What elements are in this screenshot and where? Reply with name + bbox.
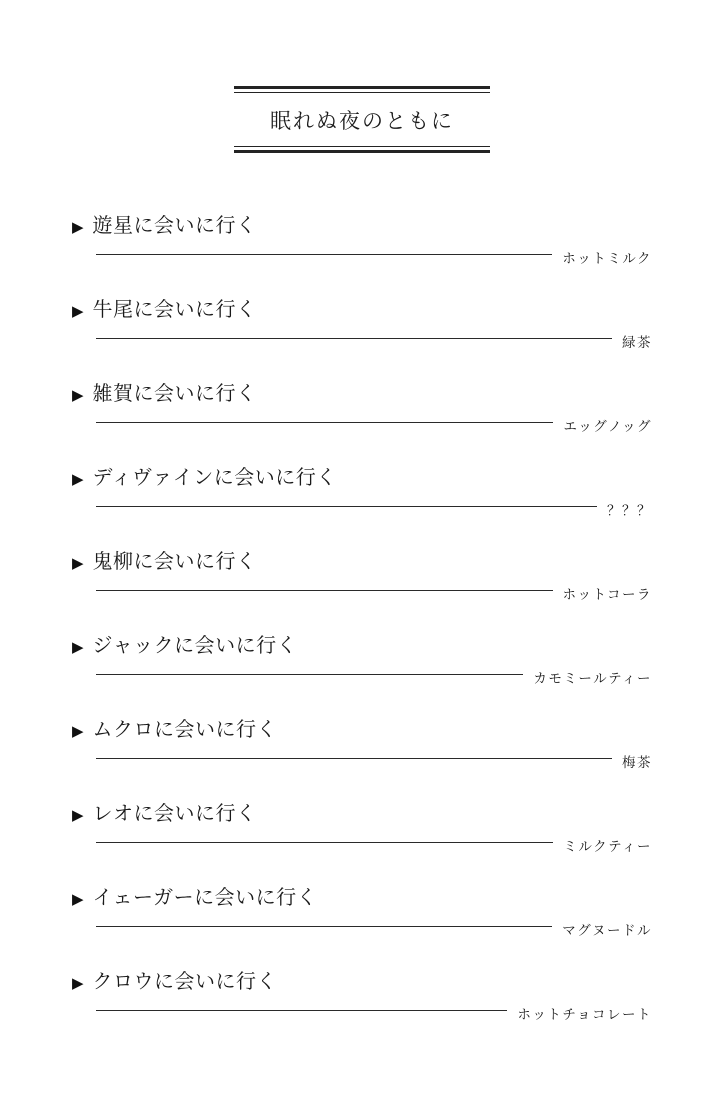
leader-rule: [96, 842, 553, 843]
entry-label: レオに会いに行く: [92, 801, 257, 825]
triangle-right-icon: ▶: [72, 638, 84, 656]
triangle-right-icon: ▶: [72, 974, 84, 992]
entry-answer-row: [72, 751, 652, 771]
entry-answer: 緑茶: [622, 335, 652, 351]
entry-answer-row: [72, 667, 652, 687]
entry-header: [72, 545, 652, 574]
list-item: [72, 713, 652, 771]
list-item: [72, 209, 652, 267]
leader-rule: [96, 758, 612, 759]
entry-header: [72, 881, 652, 910]
title-rule-bottom: [234, 146, 490, 153]
leader-rule: [96, 590, 553, 591]
triangle-right-icon: ▶: [72, 218, 84, 236]
entry-label: 雑賀に会いに行く: [92, 381, 257, 405]
entry-label: ムクロに会いに行く: [92, 717, 278, 741]
entry-answer: 梅茶: [622, 755, 652, 771]
list-item: [72, 965, 652, 1023]
triangle-right-icon: ▶: [72, 806, 84, 824]
entry-header: [72, 965, 652, 994]
triangle-right-icon: ▶: [72, 470, 84, 488]
leader-rule: [96, 926, 552, 927]
entry-answer-row: [72, 331, 652, 351]
entry-header: [72, 713, 652, 742]
list-item: [72, 293, 652, 351]
triangle-right-icon: ▶: [72, 722, 84, 740]
list-item: [72, 797, 652, 855]
entry-answer-row: [72, 919, 652, 939]
title-rule-top: [234, 86, 490, 93]
leader-rule: [96, 1010, 507, 1011]
entry-header: [72, 797, 652, 826]
entry-header: [72, 209, 652, 238]
list-item: [72, 545, 652, 603]
entry-answer-row: [72, 835, 652, 855]
entry-answer: ？？？: [607, 503, 652, 519]
page-title: 眠れぬ夜のともに: [270, 109, 454, 133]
title-block: [234, 86, 490, 153]
entry-header: [72, 629, 652, 658]
leader-rule: [96, 254, 552, 255]
entry-answer: ホットミルク: [562, 251, 652, 267]
triangle-right-icon: ▶: [72, 890, 84, 908]
entry-list: [0, 209, 724, 1023]
triangle-right-icon: ▶: [72, 554, 84, 572]
entry-label: ジャックに会いに行く: [92, 633, 298, 657]
entry-answer: カモミールティー: [533, 671, 652, 687]
leader-rule: [96, 674, 523, 675]
leader-rule: [96, 338, 612, 339]
entry-answer: エッグノッグ: [563, 419, 652, 435]
entry-label: ディヴァインに会いに行く: [92, 465, 337, 489]
entry-answer: ミルクティー: [563, 839, 652, 855]
entry-answer-row: [72, 499, 652, 519]
list-item: [72, 629, 652, 687]
leader-rule: [96, 422, 553, 423]
document-page: [0, 86, 724, 1110]
entry-label: 牛尾に会いに行く: [92, 297, 257, 321]
entry-answer: ホットコーラ: [562, 587, 652, 603]
entry-label: 鬼柳に会いに行く: [92, 549, 257, 573]
list-item: [72, 881, 652, 939]
list-item: [72, 461, 652, 519]
entry-label: 遊星に会いに行く: [92, 213, 257, 237]
entry-answer-row: [72, 415, 652, 435]
entry-answer: ホットチョコレート: [517, 1007, 652, 1023]
entry-header: [72, 377, 652, 406]
entry-answer-row: [72, 583, 652, 603]
entry-label: クロウに会いに行く: [92, 969, 278, 993]
triangle-right-icon: ▶: [72, 302, 84, 320]
entry-header: [72, 461, 652, 490]
entry-answer: マグヌードル: [562, 923, 652, 939]
leader-rule: [96, 506, 597, 507]
entry-header: [72, 293, 652, 322]
entry-answer-row: [72, 247, 652, 267]
list-item: [72, 377, 652, 435]
entry-answer-row: [72, 1003, 652, 1023]
triangle-right-icon: ▶: [72, 386, 84, 404]
rule-thick-lower: [234, 150, 490, 153]
entry-label: イェーガーに会いに行く: [92, 885, 318, 909]
